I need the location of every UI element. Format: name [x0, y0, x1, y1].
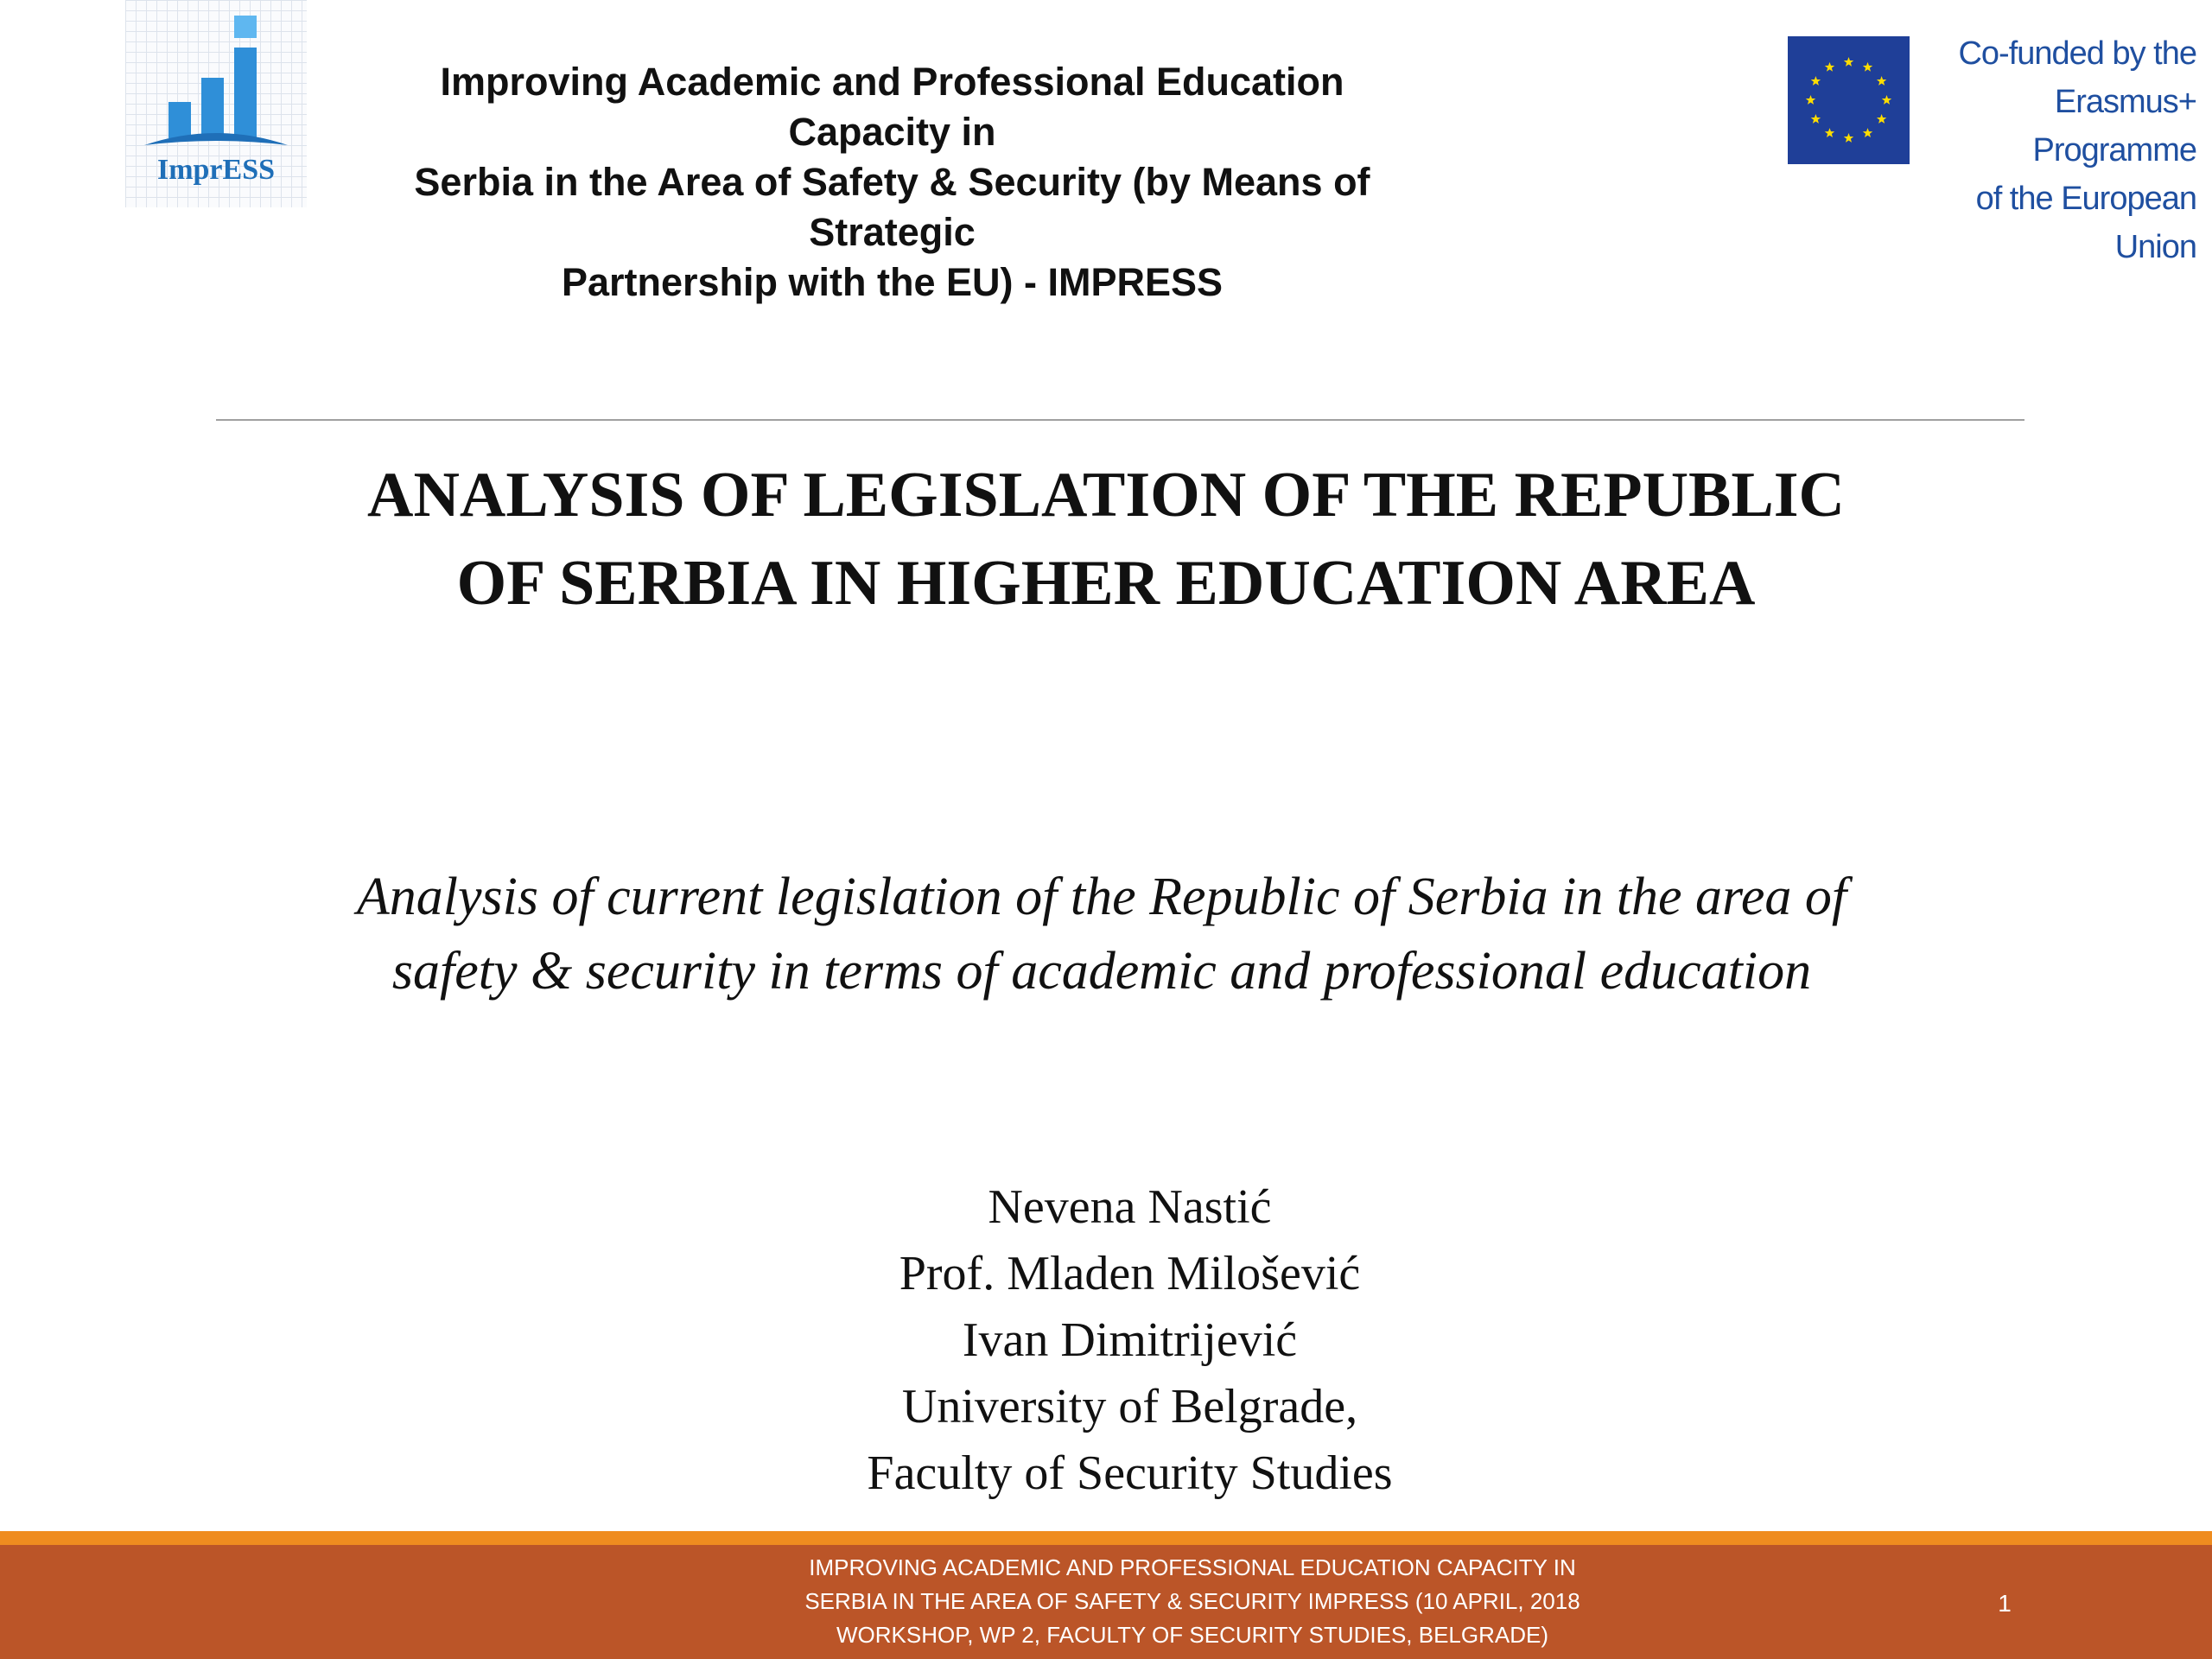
eu-star-icon — [1877, 114, 1886, 124]
eu-text-line: Co-funded by the — [1958, 35, 2196, 72]
eu-star-icon — [1877, 76, 1886, 86]
eu-star-icon — [1825, 128, 1834, 137]
eu-star-icon — [1863, 62, 1872, 72]
eu-star-icon — [1811, 76, 1821, 86]
slide-page-number: 1 — [1998, 1590, 2012, 1617]
title-divider — [216, 419, 2024, 421]
eu-star-icon — [1811, 114, 1821, 124]
eu-stars — [1788, 36, 1910, 164]
impress-logo — [125, 0, 307, 207]
project-header-line: Improving Academic and Professional Education Capacity in — [440, 60, 1344, 154]
footer-text-line: SERBIA IN THE AREA OF SAFETY & SECURITY IMPRESS (10 APRIL, 2018 — [804, 1588, 1580, 1614]
author-affiliation: Faculty of Security Studies — [867, 1446, 1393, 1500]
author-name: Prof. Mladen Milošević — [899, 1247, 1361, 1300]
author-name: Nevena Nastić — [988, 1180, 1272, 1234]
footer-accent-stripe — [0, 1531, 2212, 1545]
slide-subtitle-line: safety & security in terms of academic and professional education — [391, 942, 1812, 1001]
impress-logo-text: ImprESS — [156, 154, 276, 186]
eu-star-icon — [1844, 57, 1853, 67]
author-affiliation: University of Belgrade, — [901, 1380, 1358, 1433]
footer-text — [696, 1551, 1689, 1652]
slide-subtitle — [130, 860, 2074, 1008]
eu-star-icon — [1825, 62, 1834, 72]
slide-title — [173, 451, 2039, 627]
eu-text-line: Erasmus+ Programme — [2032, 84, 2196, 168]
eu-star-icon — [1863, 128, 1872, 137]
author-block — [691, 1174, 1568, 1507]
eu-text-line: of the European Union — [1975, 181, 2196, 265]
eu-star-icon — [1844, 133, 1853, 143]
author-name: Ivan Dimitrijević — [962, 1313, 1298, 1367]
footer-text-line: WORKSHOP, WP 2, FACULTY OF SECURITY STUDIES, BELGRADE) — [836, 1622, 1548, 1648]
eu-star-icon — [1882, 95, 1891, 105]
slide-subtitle-line: Analysis of current legislation of the Republic of Serbia in the area of — [356, 868, 1847, 926]
slide-title-line: ANALYSIS OF LEGISLATION OF THE REPUBLIC — [367, 460, 1845, 531]
eu-cofunded-text — [1920, 29, 2196, 271]
project-header-title — [363, 57, 1421, 308]
eu-flag-icon — [1788, 36, 1910, 164]
project-header-line: Serbia in the Area of Safety & Security (by Means of Strategic — [414, 160, 1370, 254]
footer-text-line: IMPROVING ACADEMIC AND PROFESSIONAL EDUCATION CAPACITY IN — [809, 1554, 1576, 1580]
project-header-line: Partnership with the EU) - IMPRESS — [561, 260, 1224, 304]
eu-star-icon — [1806, 95, 1815, 105]
slide-title-line: OF SERBIA IN HIGHER EDUCATION AREA — [456, 548, 1756, 619]
